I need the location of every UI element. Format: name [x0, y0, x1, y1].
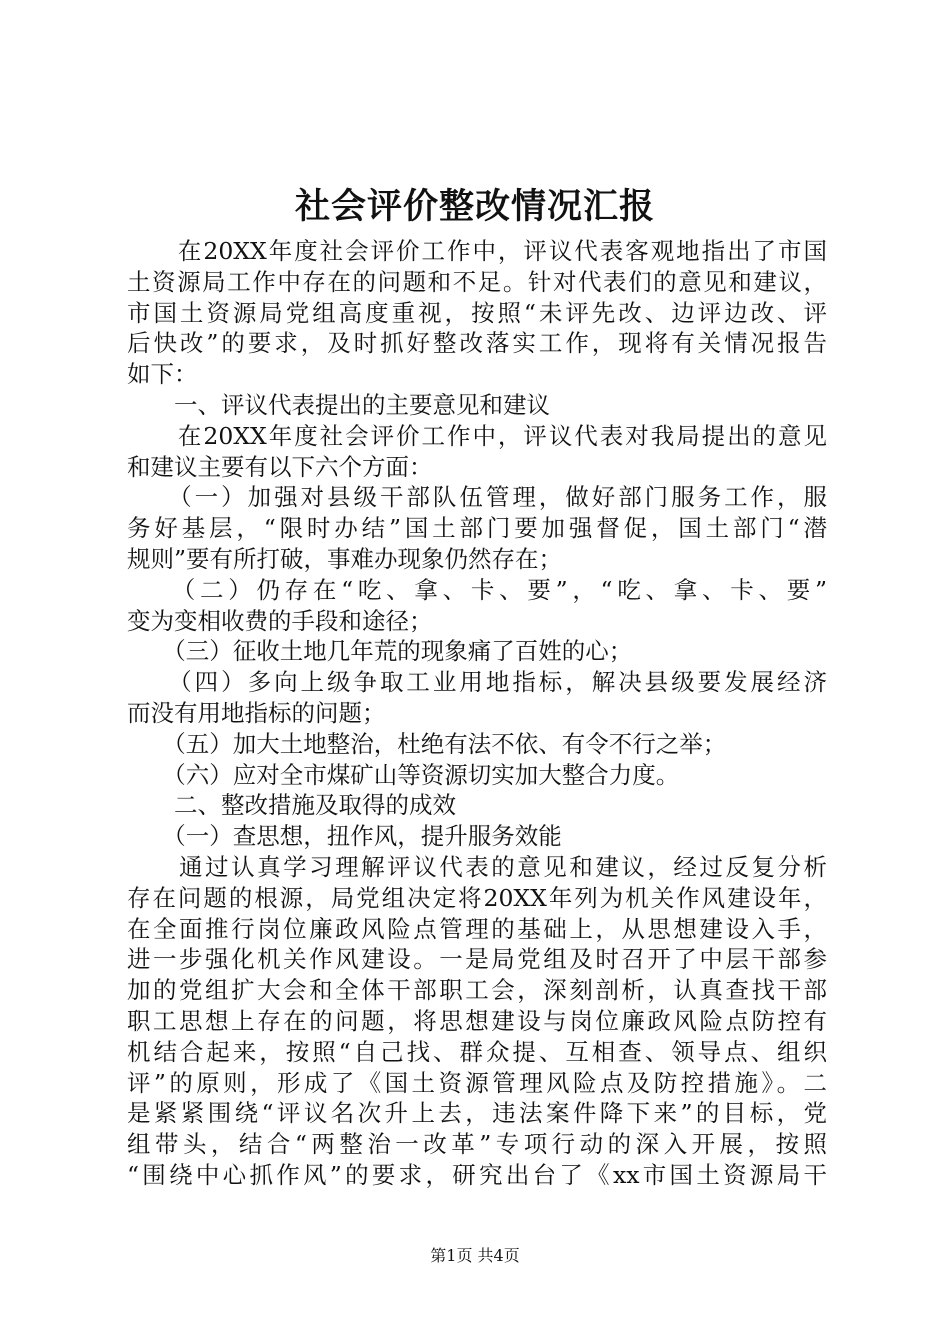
body-line: （一）查思想，扭作风，提升服务效能: [127, 822, 562, 851]
body-line: （五）加大土地整治，杜绝有法不依、有令不行之举；: [127, 729, 727, 758]
body-line: 通过认真学习理解评议代表的意见和建议，经过反复分析: [127, 852, 827, 881]
body-line: 后快改”的要求，及时抓好整改落实工作，现将有关情况报告: [127, 329, 827, 358]
body-line: 变为变相收费的手段和途径；: [127, 606, 433, 635]
document-body: [127, 236, 827, 1191]
body-line: 一、评议代表提出的主要意见和建议: [127, 390, 550, 419]
body-line: 组带头，结合“两整治一改革”专项行动的深入开展，按照: [127, 1130, 827, 1159]
document-title: 社会评价整改情况汇报: [294, 186, 655, 227]
body-line: 机结合起来，按照“自己找、群众提、互相查、领导点、组织: [127, 1037, 827, 1066]
body-line: 在20XX年度社会评价工作中，评议代表对我局提出的意见: [127, 421, 827, 450]
body-line: 而没有用地指标的问题；: [127, 698, 386, 727]
body-line: “围绕中心抓作风”的要求，研究出台了《xx市国土资源局干: [127, 1160, 827, 1189]
body-line: 市国土资源局党组高度重视，按照“未评先改、边评边改、评: [127, 298, 827, 327]
body-line: 土资源局工作中存在的问题和不足。针对代表们的意见和建议，: [127, 267, 827, 296]
body-line: 务好基层，“限时办结”国土部门要加强督促，国土部门“潜: [127, 514, 827, 543]
body-line: 进一步强化机关作风建设。一是局党组及时召开了中层干部参: [127, 945, 827, 974]
page-footer: 第1页 共4页: [430, 1246, 520, 1265]
body-line: （一）加强对县级干部队伍管理，做好部门服务工作，服: [127, 483, 827, 512]
body-line: （四）多向上级争取工业用地指标，解决县级要发展经济: [127, 668, 827, 697]
body-line: 规则”要有所打破，事难办现象仍然存在；: [127, 544, 563, 573]
body-line: 是紧紧围绕“评议名次升上去，违法案件降下来”的目标，党: [127, 1099, 827, 1128]
body-line: （二）仍存在“吃、拿、卡、要”，“吃、拿、卡、要”: [127, 575, 827, 604]
body-line: 评”的原则，形成了《国土资源管理风险点及防控措施》。二: [127, 1068, 827, 1097]
body-line: 在20XX年度社会评价工作中，评议代表客观地指出了市国: [127, 237, 827, 265]
body-line: （三）征收土地几年荒的现象痛了百姓的心；: [127, 637, 633, 666]
body-line: 职工思想上存在的问题，将思想建设与岗位廉政风险点防控有: [127, 1006, 827, 1035]
body-line: （六）应对全市煤矿山等资源切实加大整合力度。: [127, 760, 680, 789]
body-line: 和建议主要有以下六个方面：: [127, 452, 433, 481]
body-line: 二、整改措施及取得的成效: [127, 791, 456, 820]
body-line: 加的党组扩大会和全体干部职工会，深刻剖析，认真查找干部: [127, 976, 827, 1005]
body-line: 存在问题的根源，局党组决定将20XX年列为机关作风建设年，: [127, 883, 827, 912]
body-line: 在全面推行岗位廉政风险点管理的基础上，从思想建设入手，: [127, 914, 827, 943]
body-line: 如下：: [127, 360, 198, 389]
